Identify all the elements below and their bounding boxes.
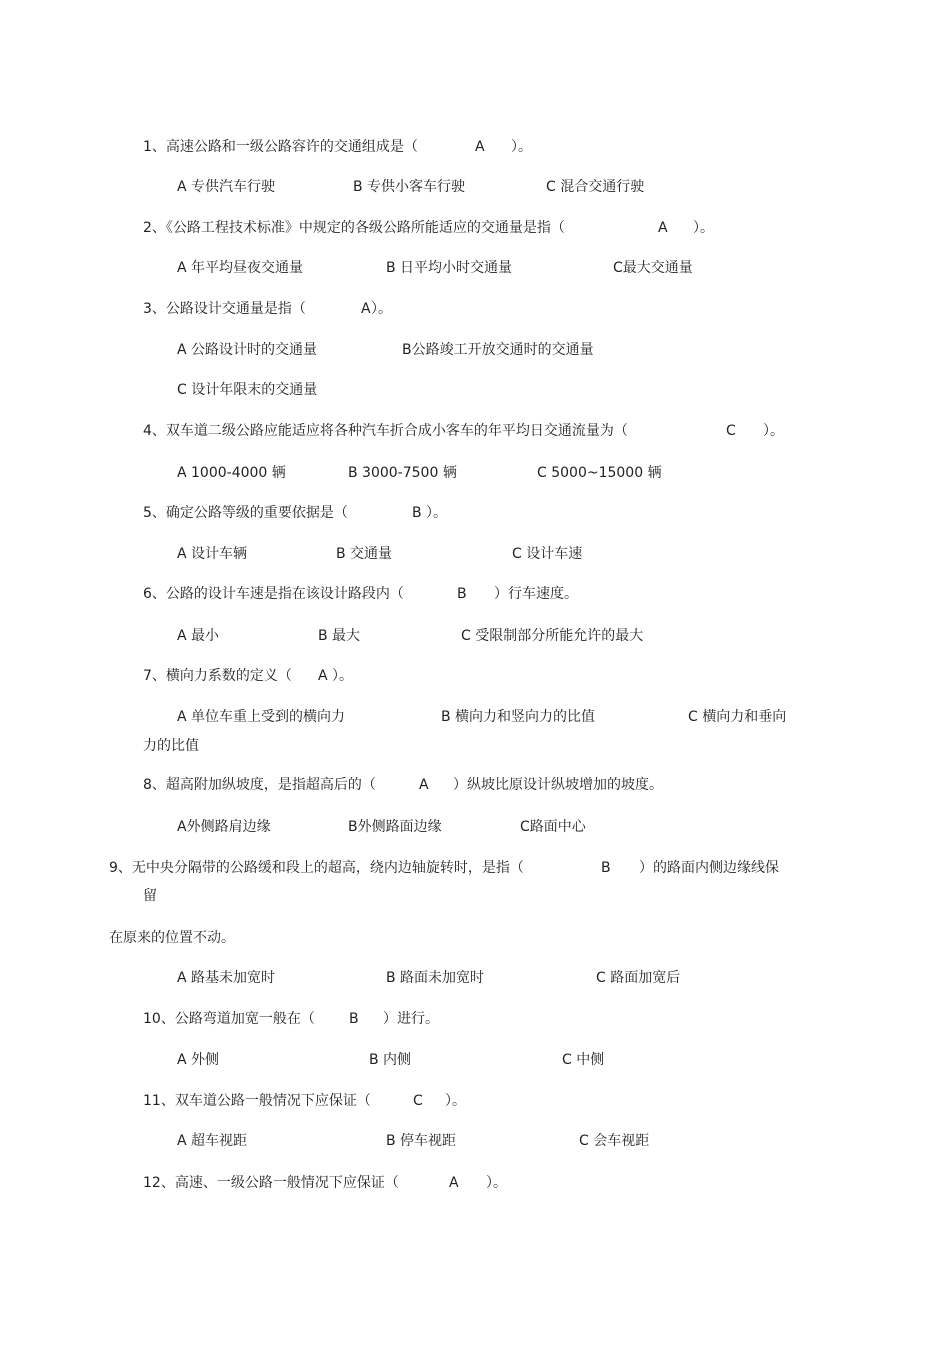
option-c: C 路面加宽后: [596, 970, 681, 986]
option-a: A 路基未加宽时: [177, 970, 276, 986]
question-8-stem: 8、超高附加纵坡度，是指超高后的（: [143, 777, 376, 793]
option-a: A 外侧: [177, 1052, 220, 1068]
option-c: C 设计年限末的交通量: [177, 382, 318, 398]
option-b: B公路竣工开放交通时的交通量: [402, 342, 594, 358]
option-c: C 受限制部分所能允许的最大: [461, 628, 644, 644]
question-1-close: ）。: [511, 139, 532, 155]
option-a: A 1000-4000 辆: [177, 465, 286, 481]
question-9-answer: B: [601, 860, 611, 876]
option-b: B 3000-7500 辆: [348, 465, 457, 481]
option-a: A 设计车辆: [177, 546, 248, 562]
option-b: B外侧路面边缘: [348, 819, 442, 835]
option-c: C最大交通量: [613, 260, 693, 276]
option-c: C 5000~15000 辆: [537, 465, 662, 481]
question-3-stem: 3、公路设计交通量是指（: [143, 301, 306, 317]
option-c: C 中侧: [562, 1052, 605, 1068]
option-b: B 路面未加宽时: [386, 970, 485, 986]
question-7-close: ）。: [332, 668, 353, 684]
question-6-answer: B: [457, 586, 467, 602]
question-5-close: ）。: [426, 505, 447, 521]
option-b: B 专供小客车行驶: [353, 179, 466, 195]
option-a: A 单位车重上受到的横向力: [177, 709, 346, 725]
question-7-answer: A: [318, 668, 328, 684]
question-3-answer: A: [361, 301, 371, 317]
option-a: A 公路设计时的交通量: [177, 342, 318, 358]
option-b: B 最大: [318, 628, 361, 644]
option-c: C 混合交通行驶: [546, 179, 645, 195]
option-b: B 内侧: [369, 1052, 412, 1068]
option-a: A 年平均昼夜交通量: [177, 260, 304, 276]
question-8-answer: A: [419, 777, 429, 793]
option-c: C路面中心: [520, 819, 586, 835]
question-6-stem: 6、公路的设计车速是指在该设计路段内（: [143, 586, 404, 602]
question-9-close: ）的路面内侧边缘线保: [639, 860, 779, 876]
question-7-stem: 7、横向力系数的定义（: [143, 668, 292, 684]
question-10-stem: 10、公路弯道加宽一般在（: [143, 1011, 315, 1027]
option-b: B 交通量: [336, 546, 393, 562]
question-6-close: ）行车速度。: [494, 586, 578, 602]
question-4-answer: C: [726, 423, 736, 439]
question-9-stem: 9、无中央分隔带的公路缓和段上的超高，绕内边轴旋转时，是指（: [109, 860, 524, 876]
question-11-answer: C: [413, 1093, 423, 1109]
question-2-close: ）。: [693, 220, 714, 236]
question-8-close: ）纵坡比原设计纵坡增加的坡度。: [453, 777, 663, 793]
question-10-close: ）进行。: [383, 1011, 439, 1027]
question-1-stem: 1、高速公路和一级公路容许的交通组成是（: [143, 139, 418, 155]
option-a: A 最小: [177, 628, 220, 644]
question-2-answer: A: [658, 220, 668, 236]
option-b: B 停车视距: [386, 1133, 457, 1149]
option-c: C 会车视距: [579, 1133, 650, 1149]
question-1-answer: A: [475, 139, 485, 155]
question-12-answer: A: [449, 1175, 459, 1191]
question-2-stem: 2、《公路工程技术标准》中规定的各级公路所能适应的交通量是指（: [143, 220, 565, 236]
question-5-stem: 5、确定公路等级的重要依据是（: [143, 505, 348, 521]
question-10-answer: B: [349, 1011, 359, 1027]
question-3-close: ）。: [371, 301, 392, 317]
question-4-close: ）。: [763, 423, 784, 439]
option-b: B 日平均小时交通量: [386, 260, 513, 276]
option-a: A 超车视距: [177, 1133, 248, 1149]
question-4-stem: 4、双车道二级公路应能适应将各种汽车折合成小客车的年平均日交通流量为（: [143, 423, 628, 439]
option-b: B 横向力和竖向力的比值: [441, 709, 596, 725]
option-c: C 设计车速: [512, 546, 583, 562]
question-12-stem: 12、高速、一级公路一般情况下应保证（: [143, 1175, 399, 1191]
option-c: C 横向力和垂向: [688, 709, 787, 725]
question-11-close: ）。: [445, 1093, 466, 1109]
question-11-stem: 11、双车道公路一般情况下应保证（: [143, 1093, 371, 1109]
option-a: A 专供汽车行驶: [177, 179, 276, 195]
question-12-close: ）。: [486, 1175, 507, 1191]
question-5-answer: B: [412, 505, 422, 521]
option-a: A外侧路肩边缘: [177, 819, 271, 835]
